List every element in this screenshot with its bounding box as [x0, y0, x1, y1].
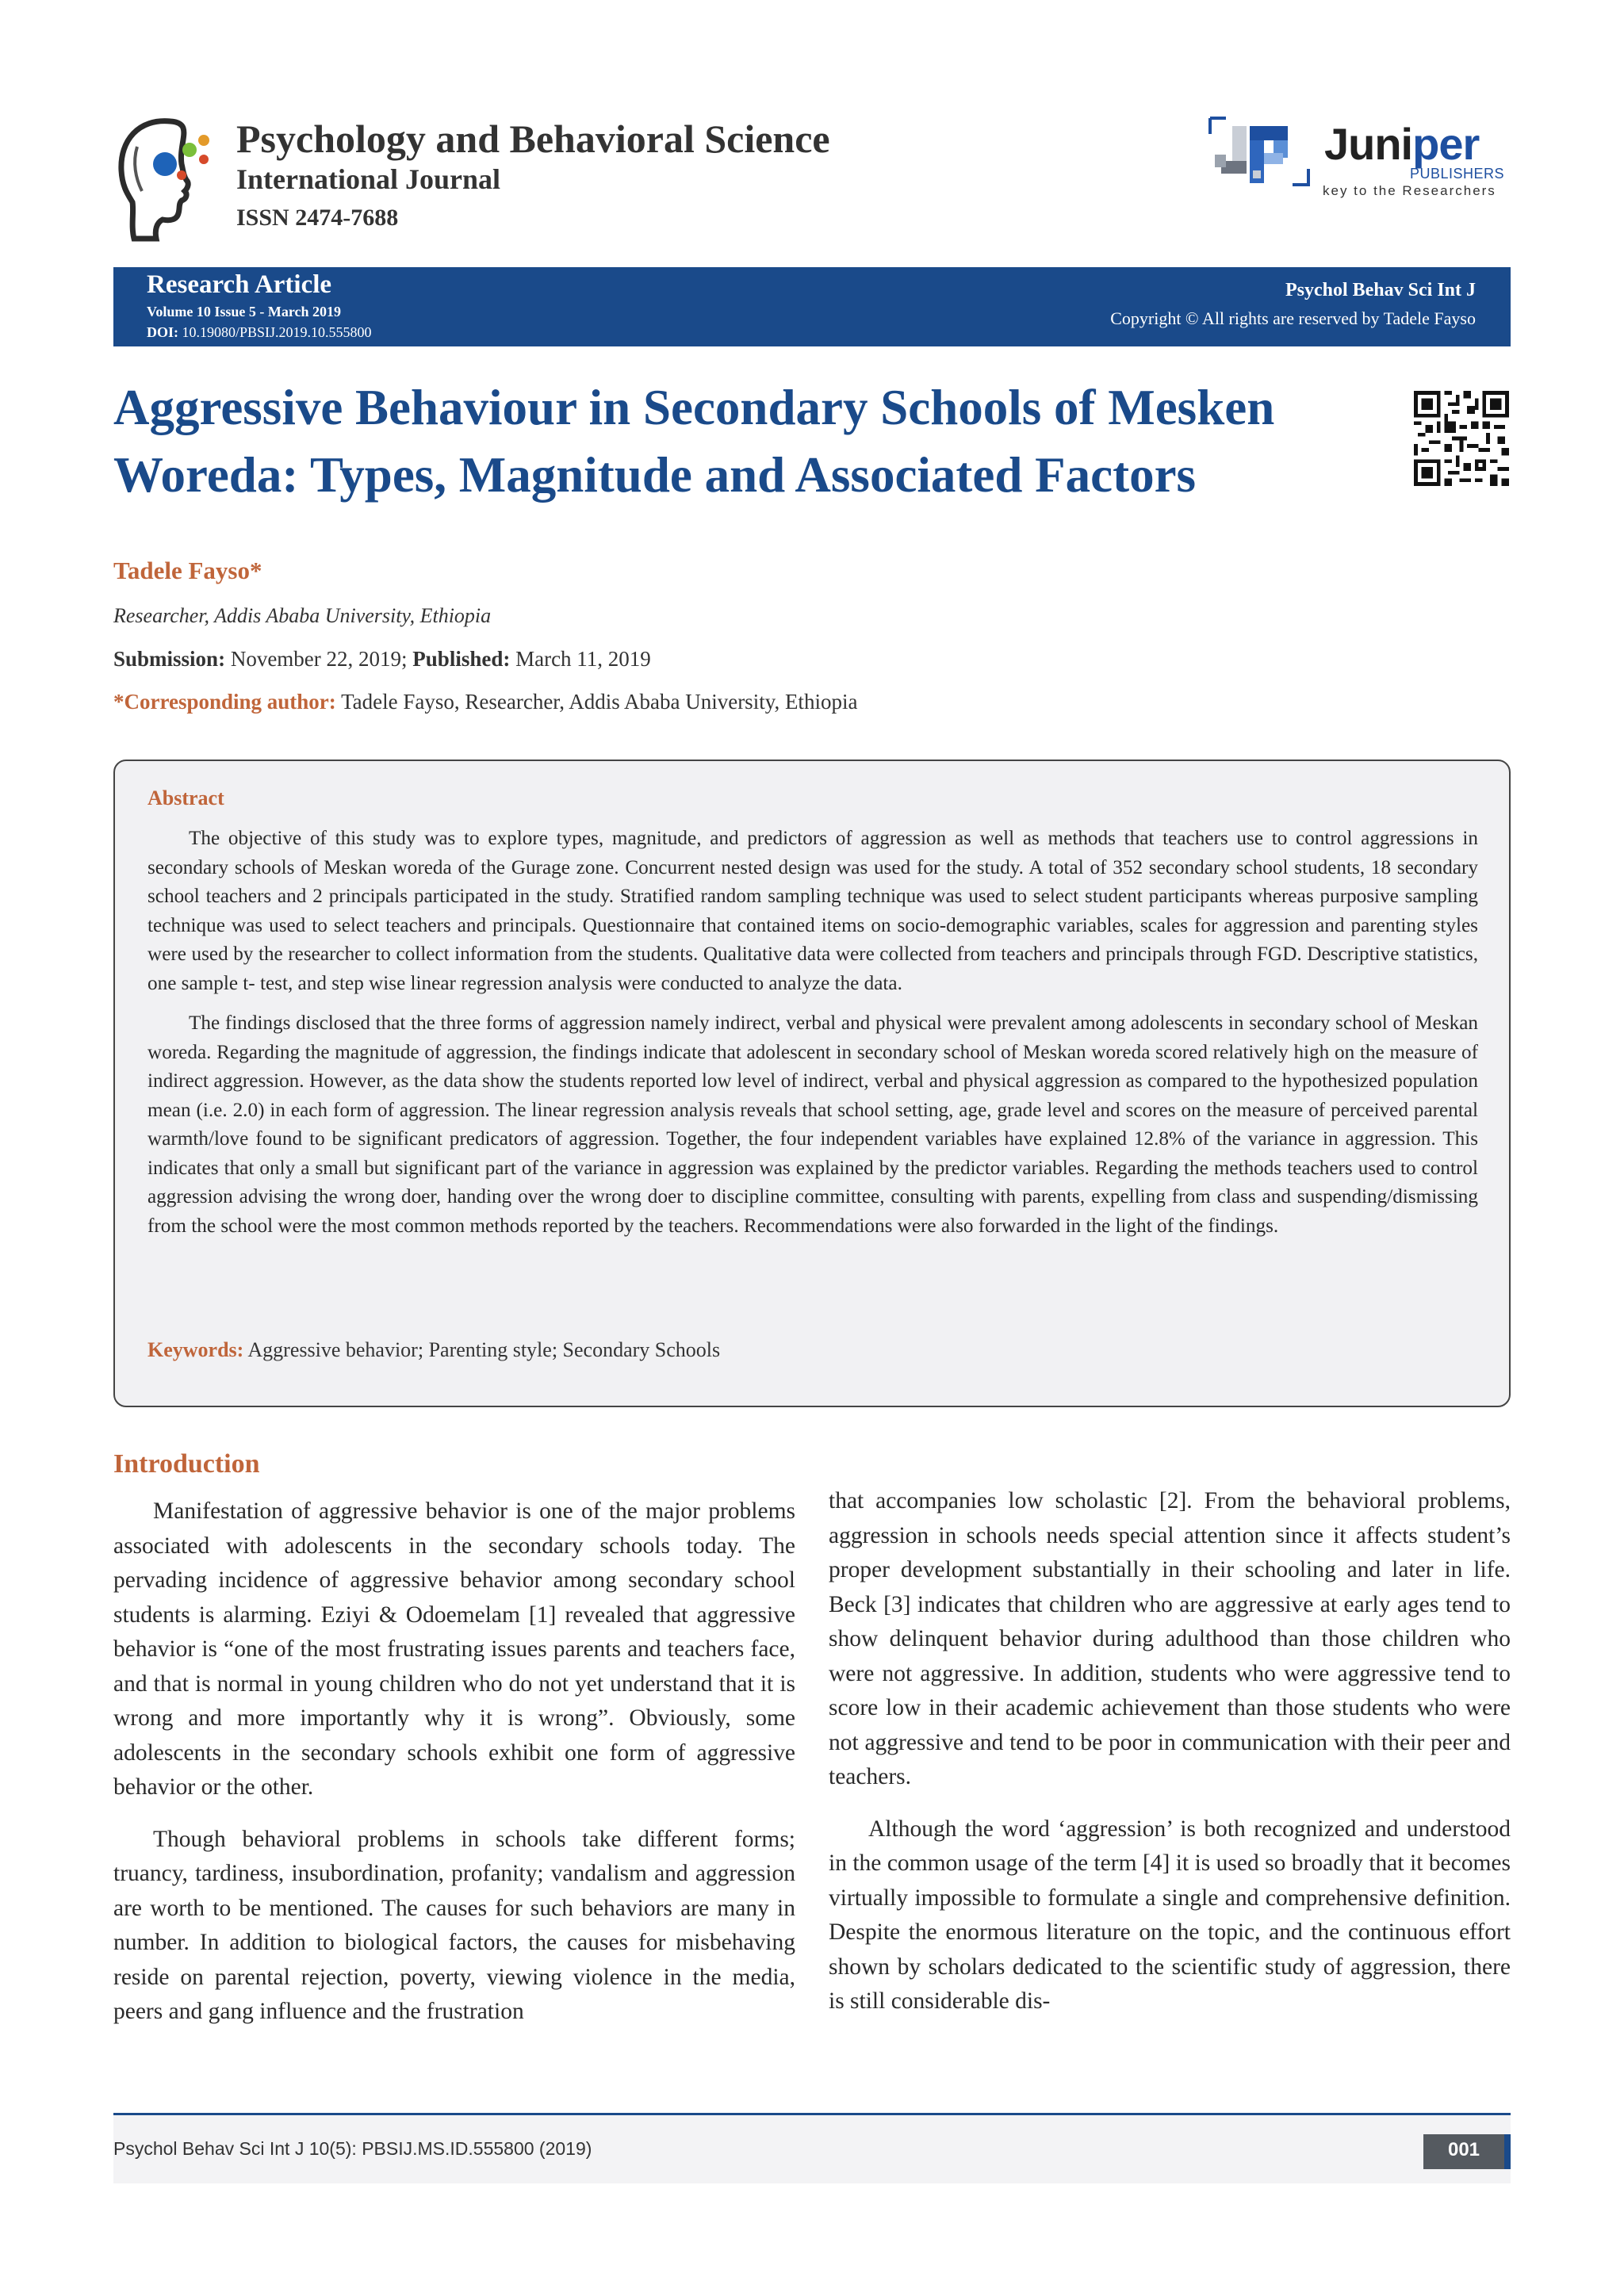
footer-citation: Psychol Behav Sci Int J 10(5): PBSIJ.MS.ID.555800 (2019): [113, 2138, 592, 2159]
abstract-heading: Abstract: [147, 786, 224, 809]
journal-logo-icon: [115, 115, 210, 242]
corresponding-author: *Corresponding author: Tadele Fayso, Researcher, Addis Ababa University, Ethiopia: [113, 690, 858, 714]
copyright: Copyright © All rights are reserved by Tadele Fayso: [1110, 308, 1476, 328]
qr-code-icon: [1414, 391, 1509, 486]
abstract-body: [147, 825, 1478, 1252]
intro-paragraph: Though behavioral problems in schools take different forms; truancy, tardiness, insubordination, profanity; vandalism and aggression are worth to be mentioned. The causes for such behaviors are many in number. In addition to biological factors, the causes for misbehaving reside on parental rejection, poverty, viewing violence in the media, peers and gang influence and the frustration: [113, 1826, 795, 2024]
journal-abbreviation: Psychol Behav Sci Int J: [1285, 280, 1476, 300]
journal-subtitle: International Journal: [236, 163, 501, 195]
volume-info: Volume 10 Issue 5 - March 2019: [147, 304, 342, 320]
article-type: Research Article: [147, 270, 332, 299]
doi: DOI: 10.19080/PBSIJ.2019.10.555800: [147, 324, 372, 340]
publisher-sub: PUBLISHERS: [1410, 166, 1505, 182]
intro-right-column: [829, 1484, 1511, 2037]
author-affiliation: Researcher, Addis Ababa University, Ethiopia: [113, 604, 492, 627]
intro-left-column: [113, 1494, 795, 2047]
abstract-paragraph: The findings disclosed that the three forms of aggression namely indirect, verbal and physical were prevalent among adolescents in secondary school of Meskan woreda. Regarding the magnitude of aggression, the findings indicate that adolescent in secondary school of Meskan woreda scored relatively high on the measure of indirect aggression. However, as the data show the students reported low level of indirect, verbal and physical aggression as compared to the hypothesized population mean (i.e. 2.0) in each form of aggression. The linear regression analysis reveals that school setting, age, grade level and scores on the measure of perceived parental warmth/love found to be significant predicators of aggression. Together, the four independent variables have explained 12.8% of the variance in aggression. This indicates that only a small but significant part of the variance in aggression was explained by the predictor variables. Regarding the methods teachers used to control aggression advising the wrong doer, handing over the wrong doer to discipline committee, consulting with parents, expelling from class and suspending/dismissing from the school were the most common methods reported by the teachers. Recommendations were also forwarded in the light of the findings.: [147, 1012, 1478, 1237]
juniper-jp-logo-icon: [1205, 115, 1316, 202]
page-number: 001: [1447, 2139, 1480, 2160]
author-name: Tadele Fayso*: [113, 557, 262, 584]
keywords: Keywords: Aggressive behavior; Parenting style; Secondary Schools: [147, 1338, 721, 1361]
intro-paragraph: that accompanies low scholastic [2]. From the behavioral problems, aggression in schools needs special attention since it affects student’s proper development substantially in their schooling and later in life. Beck [3] indicates that children who are aggressive at early ages tend to show delinquent behavior during adulthood than those children who were not aggressive. In addition, students who were aggressive tend to score low in their academic achievement than those students who were not aggressive and tend to be poor in communication with their peer and teachers.: [829, 1488, 1511, 1789]
publisher-logo: [1205, 115, 1511, 202]
intro-paragraph: Manifestation of aggressive behavior is one of the major problems associated with adolescents in the secondary schools today. The pervading incidence of aggressive behavior among secondary school students is alarming. Eziyi & Odoemelam [1] revealed that aggressive behavior is “one of the most frustrating issues parents and teachers face, and that is normal in young children who do not yet understand that it is wrong and more importantly why it is wrong”. Obviously, some adolescents in the secondary schools exhibit one form of aggressive behavior or the other.: [113, 1498, 795, 1800]
article-title: Aggressive Behaviour in Secondary Schools of Mesken Woreda: Types, Magnitude and Associated Factors: [113, 380, 1275, 503]
journal-title: Psychology and Behavioral Science: [236, 117, 830, 161]
publication-dates: Submission: November 22, 2019; Published: March 11, 2019: [113, 647, 651, 671]
introduction-heading: Introduction: [113, 1449, 260, 1479]
publisher-name: Juniper: [1324, 119, 1480, 169]
article-info-band: [113, 267, 1511, 346]
abstract-paragraph: The objective of this study was to explore types, magnitude, and predictors of aggression as well as methods that teachers use to control aggressions in secondary schools of Meskan woreda of the Gurage zone. Concurrent nested design was used for the study. A total of 352 secondary school students, 18 secondary school teachers and 2 principals participated in the study. Stratified random sampling technique was used to select student participants whereas purposive sampling technique was used to select teachers and principals. Questionnaire that contained items on socio-demographic variables, scales for aggression and parenting styles were used by the researcher to collect information from the students. Qualitative data were collected from teachers and principals through FGD. Descriptive statistics, one sample t- test, and step wise linear regression analysis were conducted to analyze the data.: [147, 828, 1478, 994]
journal-issn: ISSN 2474-7688: [236, 205, 399, 231]
publisher-tagline: key to the Researchers: [1323, 183, 1496, 198]
intro-paragraph: Although the word ‘aggression’ is both recognized and understood in the common usage of the term [4] it is used so broadly that it becomes virtually impossible to formulate a single and comprehensive definition. Despite the enormous literature on the topic, and the continuous effort shown by scholars dedicated to the scientific study of aggression, there is still considerable dis-: [829, 1816, 1511, 2014]
